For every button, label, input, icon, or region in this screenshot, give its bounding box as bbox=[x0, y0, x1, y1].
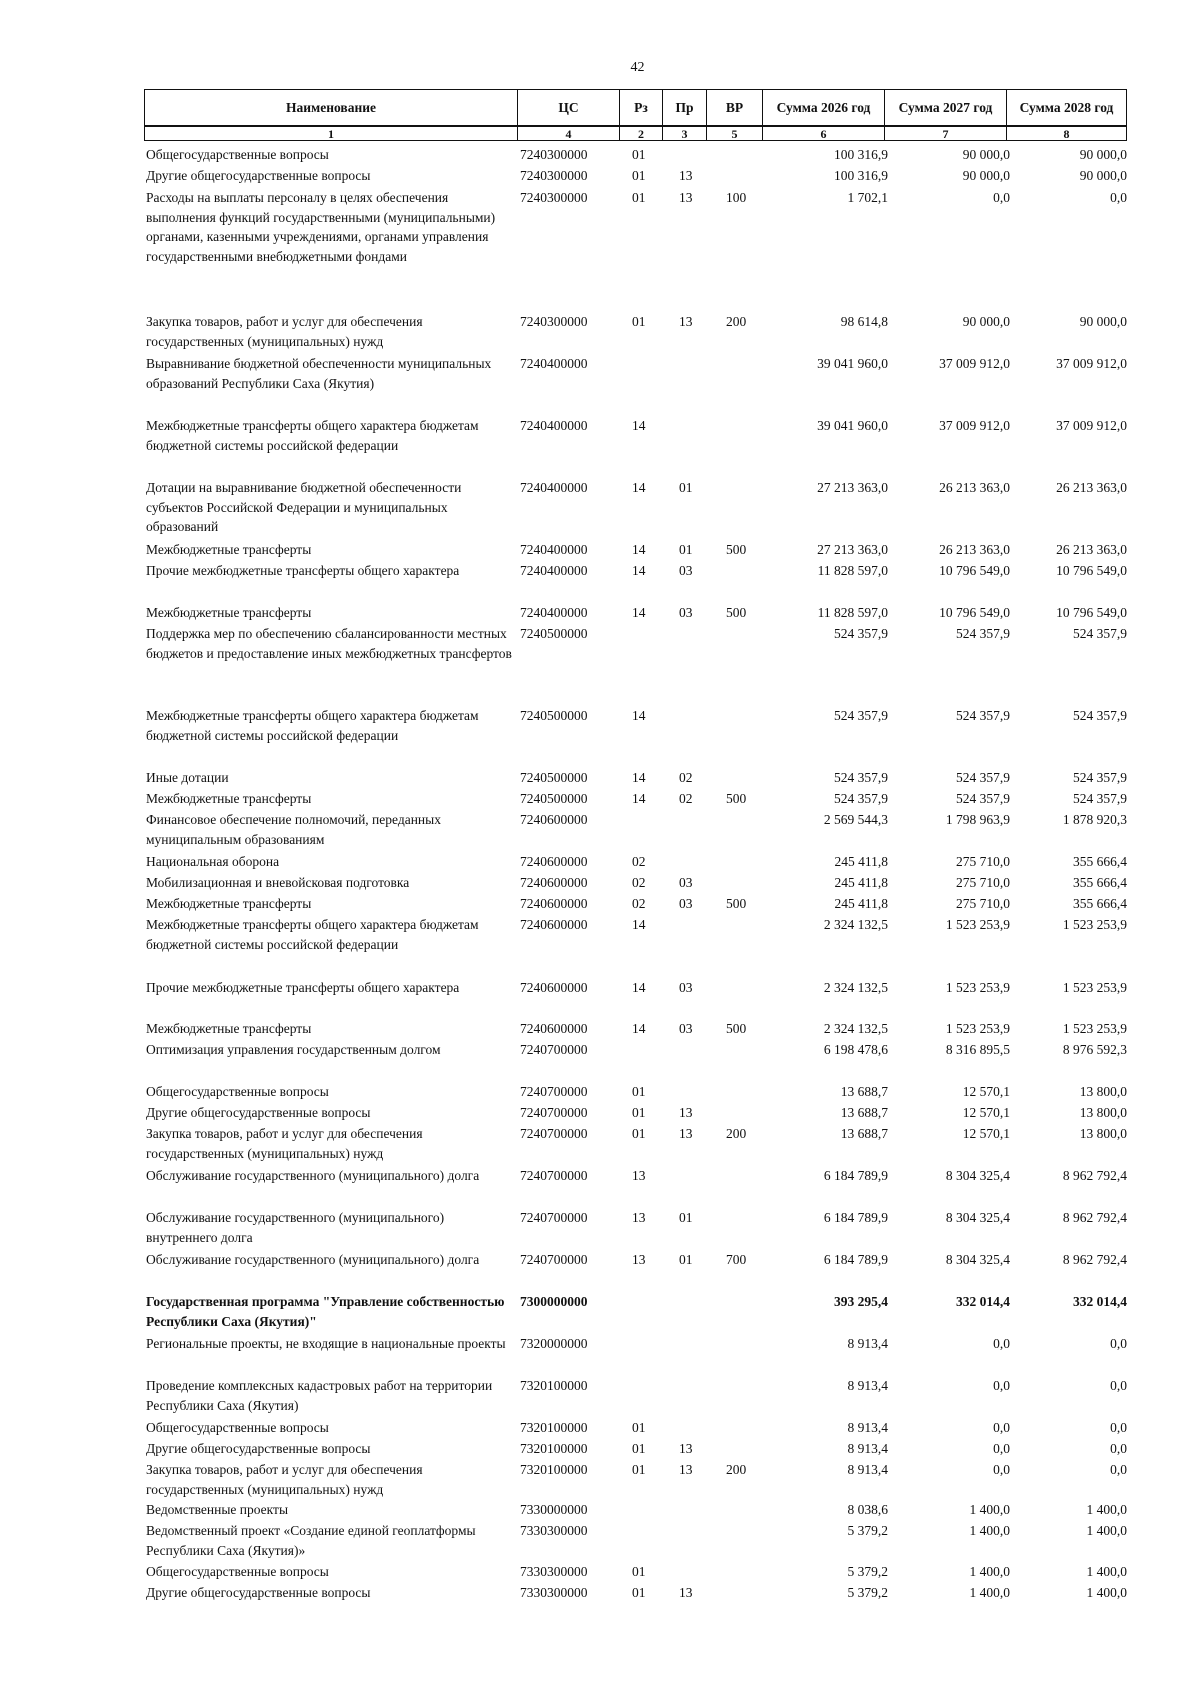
row-sum-2026: 8 038,6 bbox=[847, 1502, 888, 1517]
row-name: Общегосударственные вопросы bbox=[146, 1564, 329, 1579]
row-sum-2027: 12 570,1 bbox=[962, 1126, 1010, 1141]
row-pr: 01 bbox=[679, 480, 693, 495]
row-pr: 03 bbox=[679, 980, 693, 995]
row-vr: 200 bbox=[726, 1462, 747, 1477]
row-name: Оптимизация управления государственным долгом bbox=[146, 1042, 441, 1057]
row-sum-2028: 524 357,9 bbox=[1073, 770, 1127, 785]
row-rz: 14 bbox=[632, 563, 646, 578]
row-rz: 01 bbox=[632, 1462, 646, 1477]
row-name: Дотации на выравнивание бюджетной обеспеченности субъектов Российской Федерации и муниципальных образований bbox=[146, 480, 462, 534]
row-cs: 7320100000 bbox=[520, 1378, 588, 1393]
row-name: Ведомственный проект «Создание единой геоплатформы Республики Саха (Якутия)» bbox=[146, 1523, 476, 1558]
row-sum-2026: 5 379,2 bbox=[847, 1564, 888, 1579]
row-sum-2028: 8 962 792,4 bbox=[1062, 1210, 1127, 1225]
row-name: Прочие межбюджетные трансферты общего характера bbox=[146, 980, 460, 995]
row-sum-2028: 355 666,4 bbox=[1073, 875, 1127, 890]
row-sum-2027: 0,0 bbox=[993, 1336, 1010, 1351]
row-vr: 500 bbox=[726, 542, 747, 557]
header-number: 1 bbox=[145, 126, 518, 141]
header-number: 6 bbox=[763, 126, 885, 141]
row-vr: 500 bbox=[726, 896, 747, 911]
row-cs: 7240700000 bbox=[520, 1084, 588, 1099]
row-sum-2028: 1 400,0 bbox=[1086, 1523, 1127, 1538]
row-pr: 02 bbox=[679, 770, 693, 785]
row-name: Закупка товаров, работ и услуг для обеспечения государственных (муниципальных) нужд bbox=[146, 314, 423, 349]
row-sum-2026: 5 379,2 bbox=[847, 1585, 888, 1600]
row-sum-2026: 245 411,8 bbox=[834, 896, 888, 911]
row-sum-2028: 1 523 253,9 bbox=[1062, 917, 1127, 932]
row-sum-2028: 1 400,0 bbox=[1086, 1585, 1127, 1600]
row-name: Обслуживание государственного (муниципального) внутреннего долга bbox=[146, 1210, 445, 1245]
row-sum-2028: 0,0 bbox=[1110, 190, 1127, 205]
row-cs: 7240300000 bbox=[520, 147, 588, 162]
row-sum-2028: 1 400,0 bbox=[1086, 1502, 1127, 1517]
row-pr: 03 bbox=[679, 1021, 693, 1036]
row-sum-2027: 1 798 963,9 bbox=[945, 812, 1010, 827]
header-number: 5 bbox=[707, 126, 763, 141]
row-rz: 14 bbox=[632, 542, 646, 557]
row-rz: 01 bbox=[632, 1441, 646, 1456]
row-name: Закупка товаров, работ и услуг для обеспечения государственных (муниципальных) нужд bbox=[146, 1462, 423, 1497]
row-sum-2027: 8 304 325,4 bbox=[945, 1252, 1010, 1267]
row-pr: 01 bbox=[679, 1252, 693, 1267]
row-sum-2026: 2 324 132,5 bbox=[823, 980, 888, 995]
row-rz: 01 bbox=[632, 1126, 646, 1141]
row-sum-2027: 26 213 363,0 bbox=[939, 542, 1010, 557]
header-sum-2026: Сумма 2026 год bbox=[763, 90, 885, 127]
row-cs: 7240600000 bbox=[520, 896, 588, 911]
row-rz: 01 bbox=[632, 190, 646, 205]
header-pr: Пр bbox=[663, 90, 707, 127]
row-vr: 200 bbox=[726, 1126, 747, 1141]
row-rz: 01 bbox=[632, 1105, 646, 1120]
row-name: Общегосударственные вопросы bbox=[146, 1420, 329, 1435]
row-name: Общегосударственные вопросы bbox=[146, 147, 329, 162]
row-sum-2028: 8 976 592,3 bbox=[1062, 1042, 1127, 1057]
row-sum-2026: 98 614,8 bbox=[840, 314, 888, 329]
row-vr: 700 bbox=[726, 1252, 747, 1267]
row-sum-2026: 2 324 132,5 bbox=[823, 917, 888, 932]
row-name: Межбюджетные трансферты bbox=[146, 605, 312, 620]
row-name: Межбюджетные трансферты общего характера бюджетам бюджетной системы российской федерации bbox=[146, 708, 479, 743]
row-sum-2026: 6 184 789,9 bbox=[823, 1210, 888, 1225]
header-number: 2 bbox=[620, 126, 663, 141]
row-cs: 7240700000 bbox=[520, 1252, 588, 1267]
row-vr: 500 bbox=[726, 1021, 747, 1036]
row-sum-2028: 524 357,9 bbox=[1073, 626, 1127, 641]
row-rz: 14 bbox=[632, 708, 646, 723]
row-rz: 13 bbox=[632, 1252, 646, 1267]
row-sum-2027: 37 009 912,0 bbox=[939, 418, 1010, 433]
row-cs: 7240600000 bbox=[520, 917, 588, 932]
row-cs: 7330300000 bbox=[520, 1585, 588, 1600]
row-name: Закупка товаров, работ и услуг для обеспечения государственных (муниципальных) нужд bbox=[146, 1126, 423, 1161]
row-name: Межбюджетные трансферты bbox=[146, 1021, 312, 1036]
row-sum-2027: 26 213 363,0 bbox=[939, 480, 1010, 495]
row-sum-2026: 27 213 363,0 bbox=[817, 542, 888, 557]
row-rz: 02 bbox=[632, 854, 646, 869]
row-name: Обслуживание государственного (муниципального) долга bbox=[146, 1252, 480, 1267]
row-name: Мобилизационная и вневойсковая подготовка bbox=[146, 875, 410, 890]
row-sum-2027: 90 000,0 bbox=[962, 147, 1010, 162]
row-cs: 7240700000 bbox=[520, 1105, 588, 1120]
row-cs: 7300000000 bbox=[520, 1294, 588, 1309]
row-pr: 13 bbox=[679, 1585, 693, 1600]
row-rz: 13 bbox=[632, 1210, 646, 1225]
row-name: Региональные проекты, не входящие в национальные проекты bbox=[146, 1336, 506, 1351]
row-cs: 7240400000 bbox=[520, 480, 588, 495]
header-rz: Рз bbox=[620, 90, 663, 127]
row-sum-2027: 90 000,0 bbox=[962, 314, 1010, 329]
row-rz: 01 bbox=[632, 1585, 646, 1600]
row-sum-2028: 26 213 363,0 bbox=[1056, 480, 1127, 495]
row-pr: 13 bbox=[679, 1462, 693, 1477]
header-number: 8 bbox=[1007, 126, 1127, 141]
row-pr: 13 bbox=[679, 190, 693, 205]
row-cs: 7330300000 bbox=[520, 1523, 588, 1538]
row-name: Государственная программа "Управление собственностью Республики Саха (Якутия)" bbox=[146, 1294, 505, 1329]
row-sum-2027: 0,0 bbox=[993, 1462, 1010, 1477]
row-name: Другие общегосударственные вопросы bbox=[146, 1105, 371, 1120]
row-sum-2026: 6 184 789,9 bbox=[823, 1252, 888, 1267]
row-rz: 14 bbox=[632, 917, 646, 932]
row-sum-2028: 1 523 253,9 bbox=[1062, 980, 1127, 995]
row-sum-2026: 524 357,9 bbox=[834, 626, 888, 641]
row-cs: 7240600000 bbox=[520, 812, 588, 827]
row-sum-2027: 1 523 253,9 bbox=[945, 917, 1010, 932]
row-sum-2028: 90 000,0 bbox=[1079, 168, 1127, 183]
row-sum-2026: 13 688,7 bbox=[840, 1105, 888, 1120]
row-sum-2028: 13 800,0 bbox=[1079, 1084, 1127, 1099]
row-sum-2026: 100 316,9 bbox=[834, 147, 888, 162]
row-name: Общегосударственные вопросы bbox=[146, 1084, 329, 1099]
row-rz: 14 bbox=[632, 1021, 646, 1036]
row-sum-2027: 332 014,4 bbox=[956, 1294, 1010, 1309]
row-cs: 7240600000 bbox=[520, 875, 588, 890]
row-sum-2027: 12 570,1 bbox=[962, 1084, 1010, 1099]
row-sum-2028: 0,0 bbox=[1110, 1378, 1127, 1393]
row-sum-2028: 524 357,9 bbox=[1073, 708, 1127, 723]
row-name: Ведомственные проекты bbox=[146, 1502, 289, 1517]
row-sum-2028: 0,0 bbox=[1110, 1462, 1127, 1477]
row-vr: 100 bbox=[726, 190, 747, 205]
row-name: Межбюджетные трансферты bbox=[146, 896, 312, 911]
row-sum-2026: 6 198 478,6 bbox=[823, 1042, 888, 1057]
row-name: Межбюджетные трансферты bbox=[146, 791, 312, 806]
row-sum-2028: 355 666,4 bbox=[1073, 854, 1127, 869]
row-sum-2026: 2 324 132,5 bbox=[823, 1021, 888, 1036]
row-cs: 7330300000 bbox=[520, 1564, 588, 1579]
header-name: Наименование bbox=[145, 90, 518, 127]
row-cs: 7240400000 bbox=[520, 563, 588, 578]
row-sum-2026: 524 357,9 bbox=[834, 708, 888, 723]
row-sum-2027: 1 523 253,9 bbox=[945, 980, 1010, 995]
row-rz: 14 bbox=[632, 770, 646, 785]
row-name: Межбюджетные трансферты общего характера бюджетам бюджетной системы российской федерации bbox=[146, 418, 479, 453]
row-sum-2026: 245 411,8 bbox=[834, 875, 888, 890]
row-cs: 7240300000 bbox=[520, 314, 588, 329]
row-rz: 13 bbox=[632, 1168, 646, 1183]
header-number: 4 bbox=[518, 126, 620, 141]
row-sum-2028: 1 400,0 bbox=[1086, 1564, 1127, 1579]
row-name: Обслуживание государственного (муниципального) долга bbox=[146, 1168, 480, 1183]
row-sum-2026: 2 569 544,3 bbox=[823, 812, 888, 827]
row-cs: 7240500000 bbox=[520, 770, 588, 785]
row-name: Поддержка мер по обеспечению сбалансированности местных бюджетов и предоставление иных межбюджетных трансфертов bbox=[146, 626, 512, 661]
row-sum-2028: 26 213 363,0 bbox=[1056, 542, 1127, 557]
row-sum-2028: 37 009 912,0 bbox=[1056, 356, 1127, 371]
row-cs: 7240700000 bbox=[520, 1168, 588, 1183]
row-pr: 13 bbox=[679, 1126, 693, 1141]
row-cs: 7240400000 bbox=[520, 605, 588, 620]
row-name: Другие общегосударственные вопросы bbox=[146, 1585, 371, 1600]
row-sum-2026: 5 379,2 bbox=[847, 1523, 888, 1538]
row-rz: 02 bbox=[632, 896, 646, 911]
row-vr: 200 bbox=[726, 314, 747, 329]
row-sum-2028: 0,0 bbox=[1110, 1336, 1127, 1351]
row-sum-2027: 10 796 549,0 bbox=[939, 605, 1010, 620]
row-rz: 02 bbox=[632, 875, 646, 890]
row-sum-2027: 12 570,1 bbox=[962, 1105, 1010, 1120]
row-name: Выравнивание бюджетной обеспеченности муниципальных образований Республики Саха (Якутия) bbox=[146, 356, 492, 391]
row-sum-2026: 8 913,4 bbox=[847, 1441, 888, 1456]
row-rz: 14 bbox=[632, 605, 646, 620]
row-sum-2027: 275 710,0 bbox=[956, 854, 1010, 869]
row-name: Национальная оборона bbox=[146, 854, 280, 869]
row-cs: 7240700000 bbox=[520, 1210, 588, 1225]
row-name: Финансовое обеспечение полномочий, переданных муниципальным образованиям bbox=[146, 812, 441, 847]
row-sum-2028: 90 000,0 bbox=[1079, 147, 1127, 162]
row-sum-2026: 1 702,1 bbox=[847, 190, 888, 205]
row-sum-2027: 524 357,9 bbox=[956, 770, 1010, 785]
row-rz: 14 bbox=[632, 791, 646, 806]
row-sum-2027: 1 523 253,9 bbox=[945, 1021, 1010, 1036]
row-cs: 7240600000 bbox=[520, 1021, 588, 1036]
row-sum-2027: 90 000,0 bbox=[962, 168, 1010, 183]
row-rz: 01 bbox=[632, 1084, 646, 1099]
row-sum-2028: 0,0 bbox=[1110, 1441, 1127, 1456]
row-pr: 03 bbox=[679, 875, 693, 890]
row-sum-2026: 27 213 363,0 bbox=[817, 480, 888, 495]
row-cs: 7240300000 bbox=[520, 168, 588, 183]
row-cs: 7240500000 bbox=[520, 791, 588, 806]
row-sum-2028: 1 878 920,3 bbox=[1062, 812, 1127, 827]
row-sum-2027: 1 400,0 bbox=[969, 1523, 1010, 1538]
row-sum-2027: 275 710,0 bbox=[956, 875, 1010, 890]
row-cs: 7330000000 bbox=[520, 1502, 588, 1517]
row-sum-2027: 524 357,9 bbox=[956, 626, 1010, 641]
header-number: 7 bbox=[885, 126, 1007, 141]
row-sum-2026: 11 828 597,0 bbox=[817, 563, 888, 578]
row-name: Прочие межбюджетные трансферты общего характера bbox=[146, 563, 460, 578]
row-rz: 01 bbox=[632, 1564, 646, 1579]
header-sum-2027: Сумма 2027 год bbox=[885, 90, 1007, 127]
row-sum-2027: 0,0 bbox=[993, 1378, 1010, 1393]
row-sum-2026: 245 411,8 bbox=[834, 854, 888, 869]
row-sum-2027: 1 400,0 bbox=[969, 1564, 1010, 1579]
row-rz: 14 bbox=[632, 480, 646, 495]
row-pr: 01 bbox=[679, 542, 693, 557]
row-cs: 7320000000 bbox=[520, 1336, 588, 1351]
row-cs: 7240600000 bbox=[520, 854, 588, 869]
row-name: Иные дотации bbox=[146, 770, 229, 785]
row-name: Межбюджетные трансферты bbox=[146, 542, 312, 557]
row-cs: 7240400000 bbox=[520, 418, 588, 433]
row-sum-2028: 8 962 792,4 bbox=[1062, 1252, 1127, 1267]
row-cs: 7320100000 bbox=[520, 1462, 588, 1477]
row-sum-2028: 332 014,4 bbox=[1073, 1294, 1127, 1309]
row-sum-2026: 524 357,9 bbox=[834, 770, 888, 785]
row-rz: 01 bbox=[632, 147, 646, 162]
row-pr: 13 bbox=[679, 314, 693, 329]
row-cs: 7240500000 bbox=[520, 708, 588, 723]
row-sum-2028: 10 796 549,0 bbox=[1056, 605, 1127, 620]
row-name: Другие общегосударственные вопросы bbox=[146, 168, 371, 183]
row-cs: 7240700000 bbox=[520, 1042, 588, 1057]
row-sum-2026: 13 688,7 bbox=[840, 1084, 888, 1099]
row-sum-2027: 524 357,9 bbox=[956, 708, 1010, 723]
row-sum-2026: 8 913,4 bbox=[847, 1336, 888, 1351]
row-pr: 03 bbox=[679, 563, 693, 578]
row-rz: 01 bbox=[632, 314, 646, 329]
row-sum-2026: 100 316,9 bbox=[834, 168, 888, 183]
row-rz: 14 bbox=[632, 418, 646, 433]
page-number: 42 bbox=[630, 60, 645, 75]
row-sum-2027: 0,0 bbox=[993, 1441, 1010, 1456]
row-sum-2026: 8 913,4 bbox=[847, 1462, 888, 1477]
row-sum-2026: 39 041 960,0 bbox=[817, 418, 888, 433]
row-sum-2026: 8 913,4 bbox=[847, 1378, 888, 1393]
row-cs: 7240600000 bbox=[520, 980, 588, 995]
row-sum-2027: 8 304 325,4 bbox=[945, 1210, 1010, 1225]
row-sum-2028: 90 000,0 bbox=[1079, 314, 1127, 329]
row-name: Расходы на выплаты персоналу в целях обеспечения выполнения функций государственными (муниципальными) органами, казенными учреждениями, органами управления государственными внебюджетными фондами bbox=[146, 190, 496, 264]
row-sum-2027: 0,0 bbox=[993, 1420, 1010, 1435]
header-vr: ВР bbox=[707, 90, 763, 127]
row-sum-2027: 1 400,0 bbox=[969, 1585, 1010, 1600]
row-cs: 7240400000 bbox=[520, 356, 588, 371]
row-sum-2026: 393 295,4 bbox=[834, 1294, 888, 1309]
row-sum-2028: 37 009 912,0 bbox=[1056, 418, 1127, 433]
row-sum-2027: 524 357,9 bbox=[956, 791, 1010, 806]
row-sum-2028: 8 962 792,4 bbox=[1062, 1168, 1127, 1183]
row-sum-2026: 6 184 789,9 bbox=[823, 1168, 888, 1183]
row-vr: 500 bbox=[726, 791, 747, 806]
row-sum-2026: 8 913,4 bbox=[847, 1420, 888, 1435]
row-pr: 13 bbox=[679, 168, 693, 183]
table-header bbox=[144, 89, 1127, 141]
row-sum-2027: 1 400,0 bbox=[969, 1502, 1010, 1517]
row-pr: 01 bbox=[679, 1210, 693, 1225]
row-sum-2027: 8 316 895,5 bbox=[945, 1042, 1010, 1057]
row-pr: 03 bbox=[679, 896, 693, 911]
header-sum-2028: Сумма 2028 год bbox=[1007, 90, 1127, 127]
row-pr: 13 bbox=[679, 1105, 693, 1120]
row-sum-2027: 10 796 549,0 bbox=[939, 563, 1010, 578]
row-cs: 7240500000 bbox=[520, 626, 588, 641]
header-number: 3 bbox=[663, 126, 707, 141]
row-sum-2026: 524 357,9 bbox=[834, 791, 888, 806]
row-sum-2028: 10 796 549,0 bbox=[1056, 563, 1127, 578]
row-sum-2028: 355 666,4 bbox=[1073, 896, 1127, 911]
row-sum-2027: 37 009 912,0 bbox=[939, 356, 1010, 371]
row-cs: 7240300000 bbox=[520, 190, 588, 205]
row-cs: 7240700000 bbox=[520, 1126, 588, 1141]
row-cs: 7320100000 bbox=[520, 1441, 588, 1456]
row-name: Другие общегосударственные вопросы bbox=[146, 1441, 371, 1456]
row-sum-2027: 275 710,0 bbox=[956, 896, 1010, 911]
row-sum-2027: 8 304 325,4 bbox=[945, 1168, 1010, 1183]
row-pr: 03 bbox=[679, 605, 693, 620]
row-sum-2026: 13 688,7 bbox=[840, 1126, 888, 1141]
row-sum-2028: 0,0 bbox=[1110, 1420, 1127, 1435]
row-rz: 01 bbox=[632, 1420, 646, 1435]
row-sum-2028: 1 523 253,9 bbox=[1062, 1021, 1127, 1036]
row-sum-2027: 0,0 bbox=[993, 190, 1010, 205]
row-sum-2026: 11 828 597,0 bbox=[817, 605, 888, 620]
row-cs: 7320100000 bbox=[520, 1420, 588, 1435]
row-cs: 7240400000 bbox=[520, 542, 588, 557]
row-pr: 02 bbox=[679, 791, 693, 806]
row-sum-2028: 524 357,9 bbox=[1073, 791, 1127, 806]
row-name: Проведение комплексных кадастровых работ на территории Республики Саха (Якутия) bbox=[146, 1378, 493, 1413]
row-sum-2028: 13 800,0 bbox=[1079, 1126, 1127, 1141]
row-sum-2026: 39 041 960,0 bbox=[817, 356, 888, 371]
header-cs: ЦС bbox=[518, 90, 620, 127]
row-sum-2028: 13 800,0 bbox=[1079, 1105, 1127, 1120]
row-rz: 14 bbox=[632, 980, 646, 995]
row-name: Межбюджетные трансферты общего характера бюджетам бюджетной системы российской федерации bbox=[146, 917, 479, 952]
row-rz: 01 bbox=[632, 168, 646, 183]
row-pr: 13 bbox=[679, 1441, 693, 1456]
row-vr: 500 bbox=[726, 605, 747, 620]
